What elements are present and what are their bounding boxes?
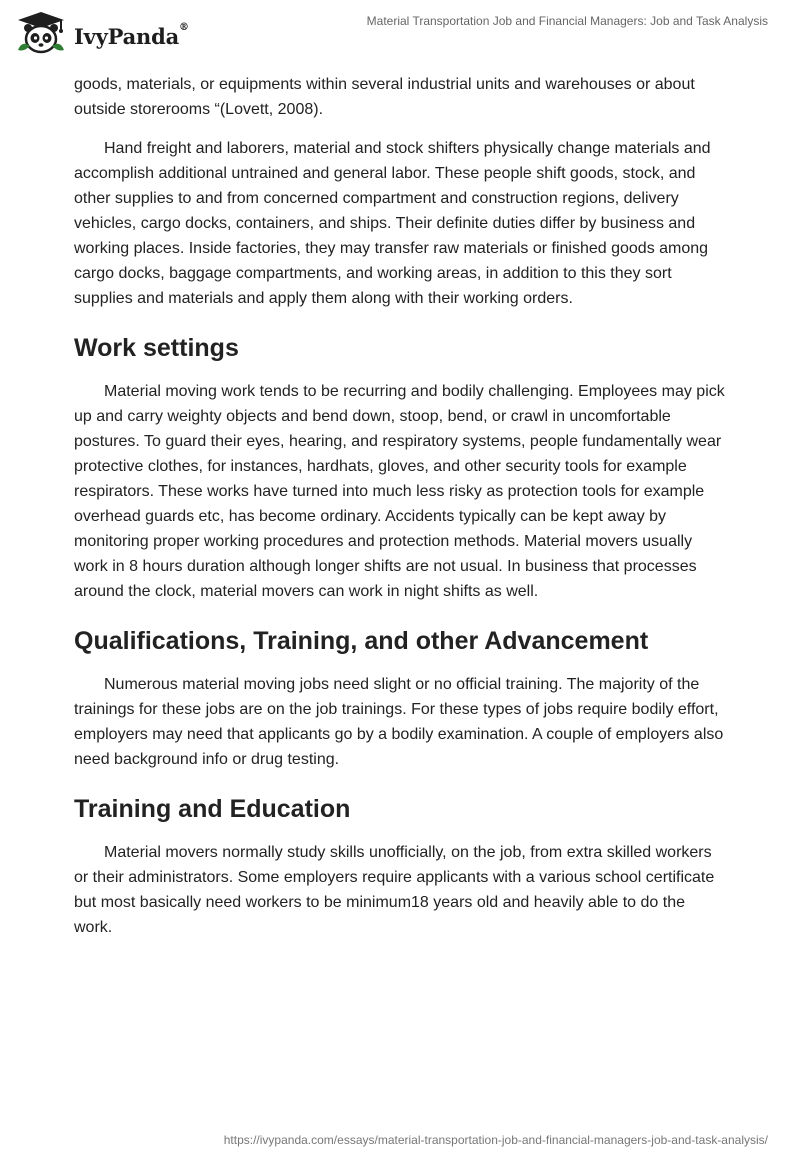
page-header (0, 0, 800, 70)
heading-training-education: Training and Education (74, 795, 351, 823)
source-url-link[interactable]: https://ivypanda.com/essays/material-transportation-job-and-financial-managers-job-and-task-analysis/ (223, 1133, 768, 1147)
paragraph-training-education: Material movers normally study skills unofficially, on the job, from extra skilled workers or their administrators. Some employers require applicants with a various school certificate but most basically need workers to be minimum18 years old and heavily able to do the work. (74, 844, 715, 936)
paragraph-continued: goods, materials, or equipments within several industrial units and warehouses or about outside storerooms “(Lovett, 2008). (74, 76, 695, 118)
paragraph-work-settings: Material moving work tends to be recurring and bodily challenging. Employees may pick up and carry weighty objects and bend down, stoop, bend, or crawl in uncomfortable postures. To guard their eyes, hearing, and respiratory systems, people fundamentally wear protective clothes, for instances, hardhats, gloves, and other security tools for example respirators. These works have turned into much less risky as protection tools for example overhead guards etc, has become ordinary. Accidents typically can be kept away by monitoring proper working procedures and protection methods. Material movers usually work in 8 hours duration although longer shifts are not usual. In business that processes around the clock, material movers can work in night shifts as well. (74, 383, 725, 600)
registered-mark: ® (179, 21, 189, 33)
heading-qualifications: Qualifications, Training, and other Advancement (74, 627, 649, 655)
essay-content (74, 72, 726, 954)
heading-work-settings: Work settings (74, 334, 239, 362)
ivypanda-logo[interactable] (14, 8, 189, 58)
logo-wordmark: IvyPanda® (74, 21, 189, 49)
panda-graduate-icon (14, 10, 68, 56)
document-title: Material Transportation Job and Financial Managers: Job and Task Analysis (366, 14, 768, 28)
paragraph-hand-freight: Hand freight and laborers, material and stock shifters physically change materials and accomplish additional untrained and general labor. These people shift goods, stock, and other supplies to and from concerned compartment and construction regions, delivery vehicles, cargo docks, containers, and ships. Their definite duties differ by business and working places. Inside factories, they may transfer raw materials or finished goods among cargo docks, baggage compartments, and working areas, in addition to this they sort supplies and materials and apply them along with their working orders. (74, 140, 711, 307)
paragraph-qualifications: Numerous material moving jobs need slight or no official training. The majority of the trainings for these jobs are on the job trainings. For these types of jobs require bodily effort, employers may need that applicants go by a bodily examination. A couple of employers also need background info or drug testing. (74, 676, 724, 768)
